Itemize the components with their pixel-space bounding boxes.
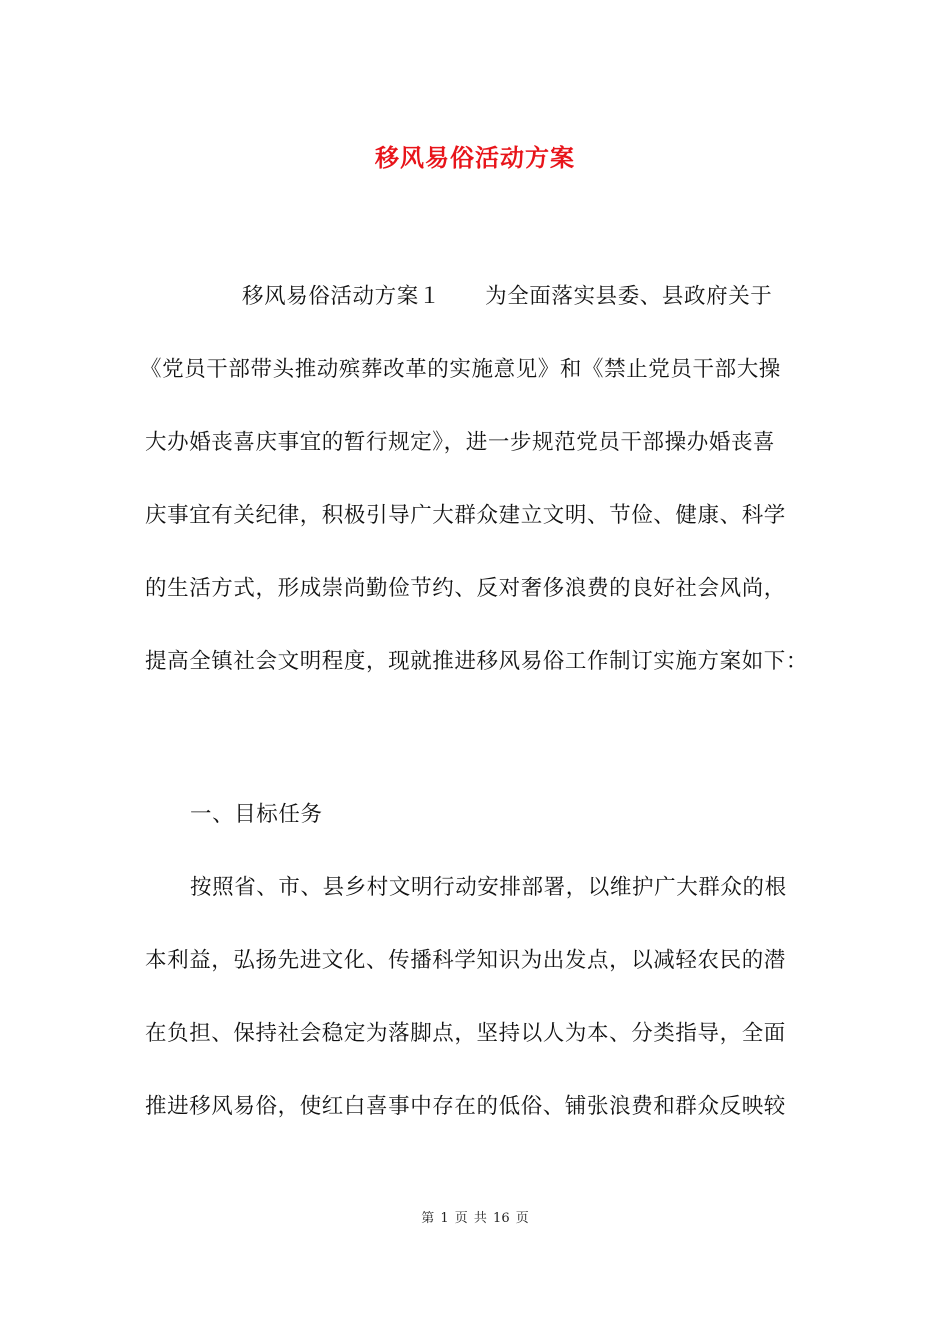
paragraph-1-line-6: 提高全镇社会文明程度，现就推进移风易俗工作制订实施方案如下： [145, 649, 809, 674]
paragraph-1-line-5: 的生活方式，形成崇尚勤俭节约、反对奢侈浪费的良好社会风尚， [145, 576, 786, 601]
document-title: 移风易俗活动方案 [375, 143, 575, 172]
paragraph-1-line-3: 大办婚丧喜庆事宜的暂行规定》，进一步规范党员干部操办婚丧喜 [145, 430, 776, 455]
paragraph-2-line-3: 在负担、保持社会稳定为落脚点，坚持以人为本、分类指导，全面 [145, 1021, 786, 1046]
paragraph-2-line-2: 本利益，弘扬先进文化、传播科学知识为出发点，以减轻农民的潜 [145, 948, 786, 973]
paragraph-1-line-4: 庆事宜有关纪律，积极引导广大群众建立文明、节俭、健康、科学 [145, 503, 786, 528]
paragraph-1-line-2: 《党员干部带头推动殡葬改革的实施意见》和《禁止党员干部大操 [140, 357, 781, 382]
paragraph-2-line-1: 按照省、市、县乡村文明行动安排部署，以维护广大群众的根 [190, 875, 787, 900]
page-number-footer: 第 1 页 共 16 页 [421, 1211, 529, 1226]
paragraph-2-line-4: 推进移风易俗，使红白喜事中存在的低俗、铺张浪费和群众反映较 [145, 1094, 786, 1119]
section-heading: 一、目标任务 [190, 802, 323, 827]
paragraph-1-line-1: 移风易俗活动方案１ 为全面落实县委、县政府关于 [242, 284, 773, 309]
